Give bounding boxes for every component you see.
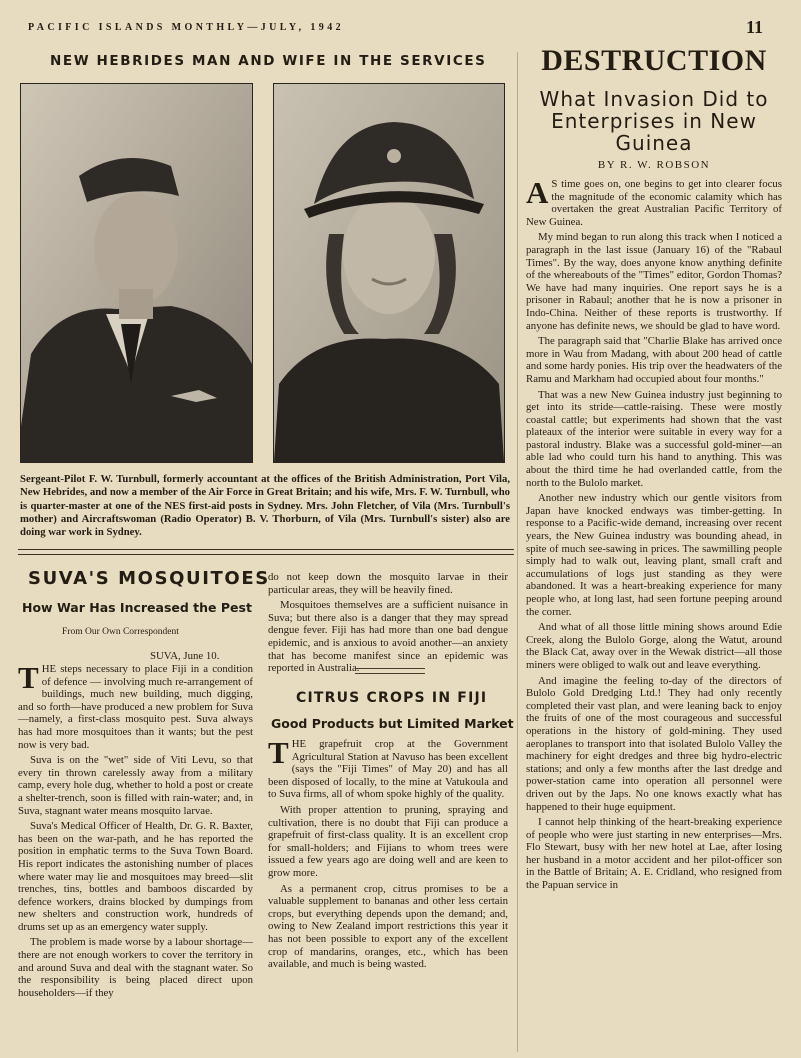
page-number: 11 [745, 17, 763, 37]
drop-cap: T [18, 660, 39, 695]
destruction-paragraph: That was a new New Guinea industry just beginning to get into its stride—cattle-raising. These were mostly coastal cattle; but experiments had shown that the vast plateaux of the interior were suitable in every way for a pastoral industry. Blake was a successful gold-miner—an able lad who could turn his hand to anything. This was about the third time he had overlanded cattle, from the north to the Bulolo market. [526, 388, 782, 489]
photo-feature-title: NEW HEBRIDES MAN AND WIFE IN THE SERVICES [50, 53, 487, 69]
citrus-paragraph: THE grapefruit crop at the Government Agricultural Station at Navuso has been excellent (says the "Fiji Times" of May 20) and has all been disposed of locally, to the mine at Vatukoula and to Suva firms, all of whom spoke highly of the quality. [268, 735, 508, 801]
suva-dateline: SUVA, June 10. [150, 650, 220, 662]
destruction-paragraph: My mind began to run along this track when I noticed a paragraph in the last issue (January 16) of the "Rabaul Times". By the way, does anyone know anything definite of the whereabouts of the "Times" editor, Gordon Thomas? We have had many inquiries. One report says he is a prisoner in Rabaul; another that he is now a prisoner in Indo-China. Neither of these reports is trustworthy. If anyone has definite news, we should be glad to have word. [526, 231, 782, 332]
destruction-paragraph: I cannot help thinking of the heart-breaking experience of people who were just starting in new enterprises—Mrs. Flo Stewart, busy with her new hotel at Lae, after losing her husband in a motor accident and her pilot-officer son in the Battle of Britain; A. E. Cridland, who resigned from the Papuan service in [526, 816, 782, 892]
photo-mrs-turnbull [273, 83, 505, 463]
suva-paragraph: The problem is made worse by a labour shortage—there are not enough workers to cover the territory in and around Suva and deal with the stagnant water. So the responsibility is being placed direct upon householders—if they [18, 936, 253, 999]
running-title: PACIFIC ISLANDS MONTHLY—JULY, 1942 [28, 22, 345, 33]
photo-sergeant-pilot [20, 83, 253, 463]
destruction-paragraph: A S time goes on, one begins to get into clearer focus the magnitude of the economic calamity which has overtaken the great Australian Pacific Territory of New Guinea. [526, 175, 782, 228]
citrus-article-title: CITRUS CROPS IN FIJI [296, 690, 488, 706]
suva-column-2 [268, 571, 508, 678]
suva-column-1 [18, 660, 253, 1002]
portrait-woman-image [274, 84, 504, 462]
portrait-man-image [21, 84, 252, 462]
destruction-paragraph: The paragraph said that "Charlie Blake has arrived once more in Wau from Madang, with about 200 head of cattle and some hardy ponies. His trip over the headwaters of the Ramu and Markham had occupied about four months." [526, 335, 782, 385]
destruction-paragraph: And what of all those little mining shows around Edie Creek, along the Bulolo Gorge, along the Watut, around the Black Cat, away over in the Wewak district—all those miners were obliged to walk out and leave everything. [526, 621, 782, 671]
suva-paragraph: Mosquitoes themselves are a sufficient nuisance in Suva; but there also is a danger that they may spread dengue fever. Fiji has had more than one bad dengue epidemic, and is anxious to avoid another—an anxiety that has become manifest since an epidemic was reported in Australia. [268, 599, 508, 675]
drop-cap: A [526, 175, 549, 210]
destruction-byline: BY R. W. ROBSON [597, 159, 711, 171]
suva-paragraph: Suva's Medical Officer of Health, Dr. G. R. Baxter, has been on the war-path, and he has reported the position in emphatic terms to the Suva Town Board. His report indicates the astonishing number of places where water may lie and mosquitoes may breed—slit trenches, tins, bottles and bamboos discarded by defence workers, drains blocked by dumpings from new shelters and construction work, hundreds of drums set up as an emergency water supply. [18, 820, 253, 933]
suva-paragraph: Suva is on the "wet" side of Viti Levu, so that every tin thrown carelessly away from a military camp, every hole dug, whether to hold a post or create a shelter-trench, soon is filled with rain-water; and, in Suva, stagnant water means mosquito larvae. [18, 754, 253, 817]
citrus-column [268, 735, 508, 974]
destruction-article-title: DESTRUCTION [541, 44, 767, 77]
citrus-paragraph: With proper attention to pruning, spraying and cultivation, there is no doubt that Fiji can produce a grapefruit of first-class quality. It is an excellent crop for small-holders; and Fijians to whom trees were issued a few years ago are doing well and are keen to grow more. [268, 803, 508, 879]
suva-paragraph: do not keep down the mosquito larvae in their particular areas, they will be heavily fined. [268, 571, 508, 596]
suva-paragraph: THE steps necessary to place Fiji in a condition of defence — involving much re-arrangement of buildings, much new building, much digging, and so forth—have produced a new problem for Suva—namely, a first-class mosquito pest. Suva always has had more mosquitoes than it wants; but the pest now is very bad. [18, 660, 253, 751]
suva-article-title: SUVA'S MOSQUITOES [28, 568, 270, 589]
destruction-article-subtitle: What Invasion Did to Enterprises in New Guinea [539, 87, 769, 155]
destruction-paragraph: Another new industry which our gentle visitors from Japan have knocked endways was timber-getting. In response to a Pacific-wide demand, increasing over recent years, the New Guinea industry was bounding ahead, in spite of much see-sawing in prices. The sawmilling people simply had to walk out, leaving plant, small craft and accumulations of logs just standing as they were abandoned. It was a heart-breaking experience for many people who, at long last, had seen fortune peeping around the corner. [526, 492, 782, 618]
citrus-article-subtitle: Good Products but Limited Market [271, 716, 514, 731]
suva-byline: From Our Own Correspondent [62, 627, 179, 637]
destruction-column [526, 175, 782, 895]
article-separator [355, 668, 425, 674]
suva-article-subtitle: How War Has Increased the Pest [22, 600, 252, 615]
destruction-paragraph: And imagine the feeling to-day of the directors of Bulolo Gold Dredging Ltd.! They had only recently completed their vast plan, and were leaning back to enjoy the fruits of one of the most courageous and successful operations in the history of gold-mining. They used aeroplanes to transport into that isolated Bulolo Valley the machinery for eight dredges and three big hydro-electric stations; and only a few months after the last dredge and power-station came into operation all personnel were driven out by the Japs. No one knows exactly what has happened to their huge equipment. [526, 674, 782, 813]
drop-cap: T [268, 735, 289, 770]
running-header [18, 17, 783, 38]
citrus-paragraph: As a permanent crop, citrus promises to be a valuable supplement to bananas and other less certain crops, but everything depends upon the demand; and, owing to New Zealand import restrictions this year it has not been possible to export any of the excellent crop of mandarins, oranges, etc., which has been available, and much is being wasted. [268, 882, 508, 971]
section-rule [18, 549, 514, 555]
photo-caption: Sergeant-Pilot F. W. Turnbull, formerly accountant at the offices of the British Administration, Port Vila, New Hebrides, and now a member of the Air Force in Great Britain; and his wife, Mrs. F. W. Turnbull, who is quarter-master at one of the NES first-aid posts in Sydney. Mrs. John Fletcher, of Vila (Mrs. Turnbull's mother) and Aircraftswoman (Radio Operator) B. V. Thorburn, of Vila (Mrs. Turnbull's sister) also are doing war work in Sydney. [20, 473, 510, 539]
column-divider [517, 52, 518, 1052]
